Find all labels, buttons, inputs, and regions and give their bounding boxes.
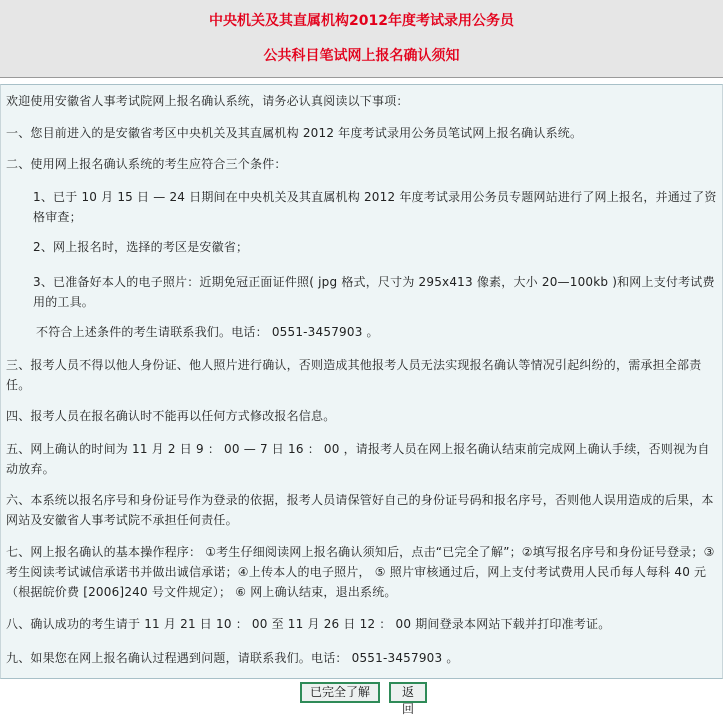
notice-item-2: 二、使用网上报名确认系统的考生应符合三个条件： (6, 157, 287, 171)
notice-item-7: 七、网上报名确认的基本操作程序： ①考生仔细阅读网上报名确认须知后，点击“已完全了解”；②填写报名序号和身份证号登录；③考生阅读考试诚信承诺书并做出诚信承诺；④上传本人的电子照片， ⑤ 照片审核通过后，网上支付考试费用人民币每人每科 40 元（根据皖价费 [2006]240 号文件规定）； ⑥ 网上确认结束，退出系统。 (6, 545, 715, 599)
back-button[interactable]: 返回 (389, 682, 427, 703)
condition-3: 3、已准备好本人的电子照片：近期免冠正面证件照( jpg 格式，尺寸为 295x413 像素，大小 20—100kb )和网上支付考试费用的工具。 (33, 275, 715, 309)
header (0, 0, 723, 78)
notice-item-1: 一、您目前进入的是安徽省考区中央机关及其直属机构 2012 年度考试录用公务员笔试网上报名确认系统。 (6, 126, 583, 140)
notice-item-4: 四、报考人员在报名确认时不能再以任何方式修改报名信息。 (6, 409, 336, 423)
notice-item-9: 九、如果您在网上报名确认过程遇到问题，请联系我们。电话： 0551-3457903 。 (6, 651, 459, 665)
notice-content (0, 84, 723, 679)
contact-note: 不符合上述条件的考生请联系我们。电话： 0551-3457903 。 (36, 325, 379, 339)
condition-2: 2、网上报名时，选择的考区是安徽省； (33, 240, 249, 254)
intro-text: 欢迎使用安徽省人事考试院网上报名确认系统，请务必认真阅读以下事项： (6, 94, 409, 108)
page-subtitle: 公共科目笔试网上报名确认须知 (263, 48, 460, 64)
notice-item-3: 三、报考人员不得以他人身份证、他人照片进行确认，否则造成其他报考人员无法实现报名确认等情况引起纠纷的，需承担全部责任。 (6, 358, 702, 392)
condition-1: 1、已于 10 月 15 日 — 24 日期间在中央机关及其直属机构 2012 年度考试录用公务员专题网站进行了网上报名，并通过了资格审查； (33, 190, 717, 224)
notice-item-6: 六、本系统以报名序号和身份证号作为登录的依据，报考人员请保管好自己的身份证号码和报名序号，否则他人误用造成的后果，本网站及安徽省人事考试院不承担任何责任。 (6, 493, 714, 527)
button-bar (0, 679, 723, 721)
notice-item-5: 五、网上确认的时间为 11 月 2 日 9 ： 00 — 7 日 16 ： 00 ，请报考人员在网上报名确认结束前完成网上确认手续，否则视为自动放弃。 (6, 442, 710, 476)
page-title: 中央机关及其直属机构2012年度考试录用公务员 (209, 13, 514, 29)
confirm-understood-button[interactable]: 已完全了解 (300, 682, 380, 703)
notice-item-8: 八、确认成功的考生请于 11 月 21 日 10 ： 00 至 11 月 26 日 12 ： 00 期间登录本网站下载并打印准考证。 (6, 617, 611, 631)
